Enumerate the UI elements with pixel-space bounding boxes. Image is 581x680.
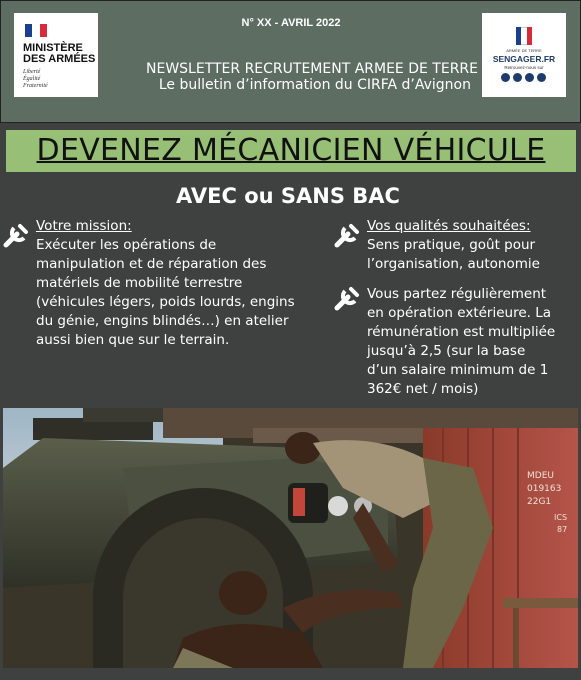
- container-marking: 019163: [527, 484, 562, 494]
- job-title: DEVENEZ MÉCANICIEN VÉHICULE: [36, 133, 546, 168]
- instagram-icon[interactable]: [525, 73, 534, 82]
- exterior-line: rémunération est multipliée: [367, 324, 556, 340]
- mission-line: manipulation et de réparation des: [36, 256, 267, 272]
- republic-motto: Liberté Égalité Fraternité: [23, 69, 48, 89]
- subheading: AVEC ou SANS BAC: [176, 184, 400, 208]
- newsletter-header: [0, 0, 581, 123]
- mechanics-illustration: [3, 408, 578, 668]
- linkedin-icon[interactable]: [537, 73, 546, 82]
- issue-number: N° XX - AVRIL 2022: [241, 17, 341, 29]
- ministry-logo: [14, 13, 98, 97]
- qualities-line: l’organisation, autonomie: [367, 256, 540, 272]
- exterior-line: 362€ net / mois): [367, 381, 479, 397]
- social-icons: [501, 73, 546, 82]
- container-marking: MDEU: [527, 471, 554, 481]
- qualities-heading: Vos qualités souhaitées:: [367, 218, 531, 234]
- exterior-line: d’un salaire minimum de 1: [367, 362, 549, 378]
- follow-label: Retrouvez-nous sur: [504, 65, 544, 70]
- container-marking: 87: [557, 525, 568, 534]
- exterior-line: Vous partez régulièrement: [367, 286, 547, 302]
- ministry-name: MINISTÈRE DES ARMÉES: [23, 42, 96, 65]
- mission-line: (véhicules légers, poids lourds, engins: [36, 294, 295, 310]
- exterior-section: [367, 285, 577, 399]
- mission-heading: Votre mission:: [36, 218, 132, 234]
- container-marking: 22G1: [527, 497, 552, 507]
- job-title-banner: [6, 130, 576, 172]
- facebook-icon[interactable]: [501, 73, 510, 82]
- qualities-section: [367, 217, 577, 274]
- wrench-icon: [0, 222, 30, 252]
- brand-name: SENGAGER.FR: [492, 54, 556, 64]
- qualities-line: Sens pratique, goût pour: [367, 237, 536, 253]
- container-marking: ICS: [554, 513, 568, 522]
- sengager-logo[interactable]: [482, 13, 566, 97]
- exterior-line: en opération extérieure. La: [367, 305, 552, 321]
- newsletter-title: NEWSLETTER RECRUTEMENT ARMEE DE TERRE: [146, 61, 478, 77]
- mission-line: Exécuter les opérations de: [36, 237, 217, 253]
- mission-line: aussi bien que sur le terrain.: [36, 332, 230, 348]
- exterior-line: jusqu’à 2,5 (sur la base: [367, 343, 526, 359]
- mission-line: matériels de mobilité terrestre: [36, 275, 243, 291]
- wrench-icon: [331, 222, 361, 252]
- army-emblem-icon: [516, 27, 532, 45]
- french-flag-icon: [25, 24, 47, 37]
- mission-line: du génie, engins blindés…) en atelier: [36, 313, 289, 329]
- wrench-icon: [331, 285, 361, 315]
- youtube-icon[interactable]: [513, 73, 522, 82]
- newsletter-subtitle: Le bulletin d’information du CIRFA d’Avignon: [158, 77, 471, 93]
- mechanics-photo: [3, 408, 578, 668]
- mission-section: [36, 217, 328, 350]
- army-label: ARMÉE DE TERRE: [506, 48, 542, 53]
